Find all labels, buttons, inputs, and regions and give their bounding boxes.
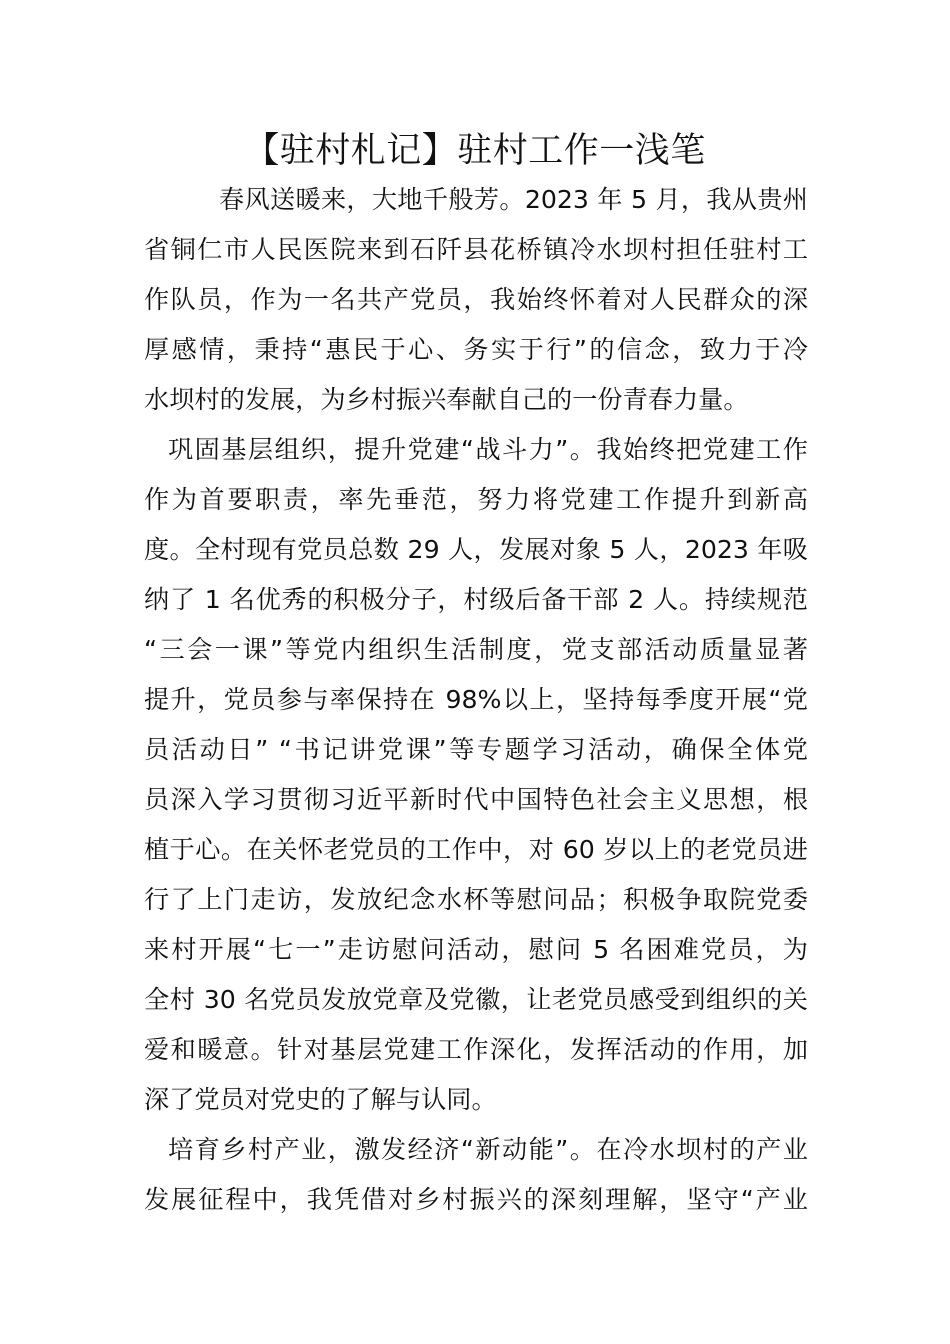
text-line: 植于心。在关怀老党员的工作中，对 60 岁以上的老党员进	[144, 835, 808, 864]
text-line: 厚感情，秉持“惠民于心、务实于行”的信念，致力于冷	[144, 335, 808, 364]
text-line: 作为首要职责，率先垂范，努力将党建工作提升到新高	[144, 485, 808, 514]
text-line: 度。全村现有党员总数 29 人，发展对象 5 人，2023 年吸	[144, 535, 808, 564]
text-line: 爱和暖意。针对基层党建工作深化，发挥活动的作用，加	[144, 1035, 808, 1064]
text-line: 深了党员对党史的了解与认同。	[144, 1085, 497, 1114]
text-line: 巩固基层组织，提升党建“战斗力”。我始终把党建工作	[168, 435, 808, 464]
text-line: 发展征程中，我凭借对乡村振兴的深刻理解，坚守“产业	[144, 1185, 808, 1214]
text-line: 水坝村的发展，为乡村振兴奉献自己的一份青春力量。	[144, 385, 749, 414]
text-line: 员深入学习贯彻习近平新时代中国特色社会主义思想，根	[144, 785, 808, 814]
text-line: 省铜仁市人民医院来到石阡县花桥镇冷水坝村担任驻村工	[144, 235, 808, 264]
text-line: 培育乡村产业，激发经济“新动能”。在冷水坝村的产业	[168, 1135, 808, 1164]
text-line: “三会一课”等党内组织生活制度，党支部活动质量显著	[144, 635, 808, 664]
text-line: 来村开展“七一”走访慰问活动，慰问 5 名困难党员，为	[144, 935, 808, 964]
text-line: 作队员，作为一名共产党员，我始终怀着对人民群众的深	[144, 285, 808, 314]
document-title: 【驻村札记】驻村工作一浅笔	[244, 131, 706, 171]
text-line: 员活动日” “书记讲党课”等专题学习活动，确保全体党	[144, 735, 808, 764]
text-line: 提升，党员参与率保持在 98%以上，坚持每季度开展“党	[144, 685, 808, 714]
text-line: 全村 30 名党员发放党章及党徽，让老党员感受到组织的关	[144, 985, 808, 1014]
text-line: 行了上门走访，发放纪念水杯等慰问品；积极争取院党委	[144, 885, 808, 914]
text-line: 春风送暖来，大地千般芳。2023 年 5 月，我从贵州	[219, 185, 808, 214]
text-line: 纳了 1 名优秀的积极分子，村级后备干部 2 人。持续规范	[144, 585, 808, 614]
